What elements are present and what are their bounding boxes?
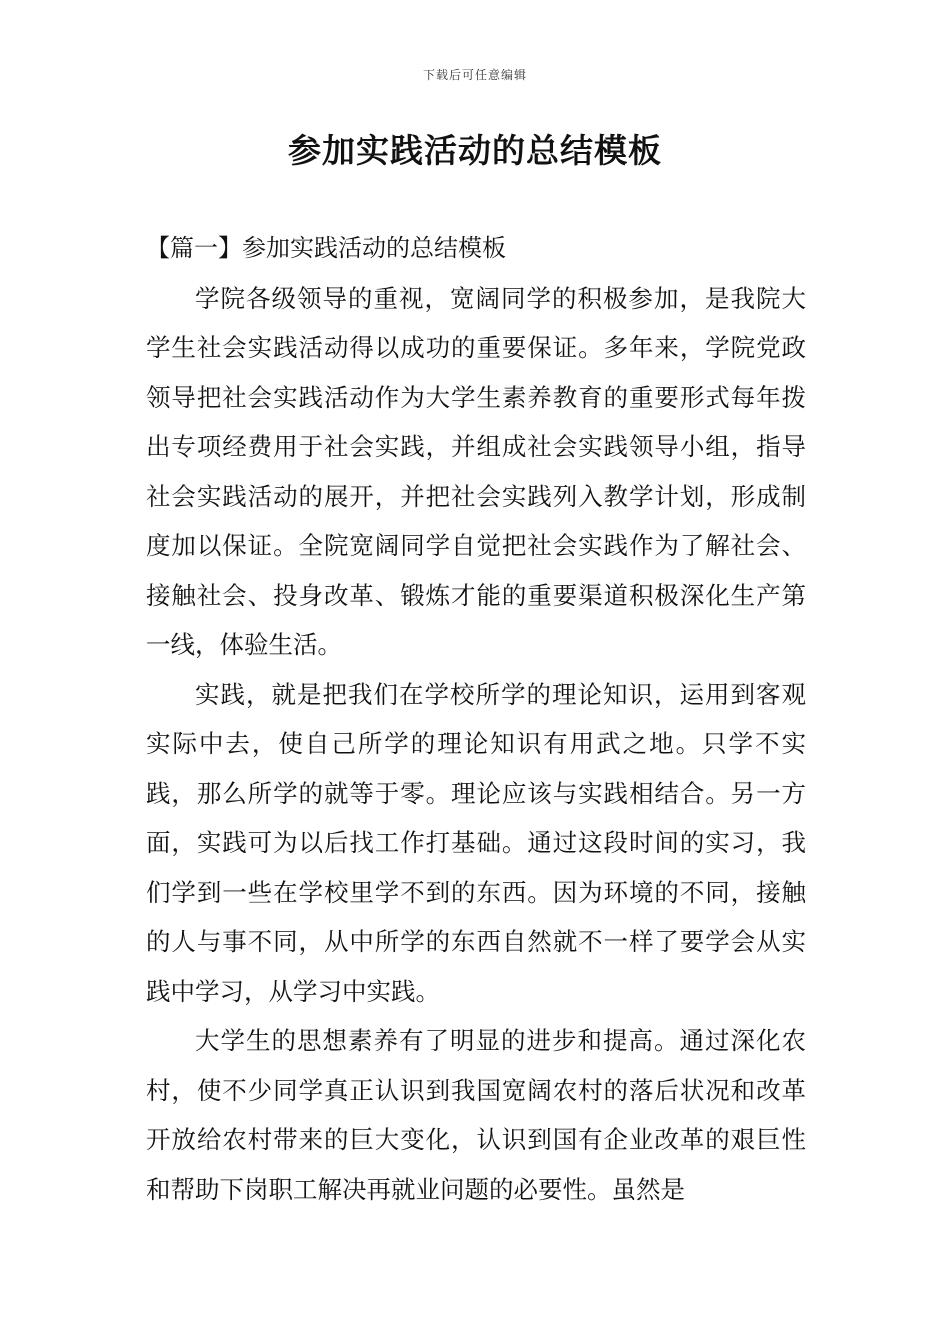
section-heading: 【篇一】参加实践活动的总结模板: [146, 234, 506, 262]
paragraph-3: 大学生的思想素养有了明显的进步和提高。通过深化农村，使不少同学真正认识到我国宽阔农村的落后状况和改革开放给农村带来的巨大变化，认识到国有企业改革的艰巨性和帮助下岗职工解决再就业问题的必要性。虽然是: [146, 1026, 806, 1204]
header-note: 下载后可任意编辑: [422, 68, 527, 82]
document-title: 参加实践活动的总结模板: [288, 131, 662, 170]
paragraph-1: 学院各级领导的重视，宽阔同学的积极参加，是我院大学生社会实践活动得以成功的重要保证。多年来，学院党政领导把社会实践活动作为大学生素养教育的重要形式每年拨出专项经费用于社会实践，并组成社会实践领导小组，指导社会实践活动的展开，并把社会实践列入教学计划，形成制度加以保证。全院宽阔同学自觉把社会实践作为了解社会、接触社会、投身改革、锻炼才能的重要渠道积极深化生产第一线，体验生活。: [146, 283, 806, 659]
document-body: [146, 224, 806, 1214]
paragraph-2: 实践，就是把我们在学校所学的理论知识，运用到客观实际中去，使自己所学的理论知识有用武之地。只学不实践，那么所学的就等于零。理论应该与实践相结合。另一方面，实践可为以后找工作打基础。通过这段时间的实习，我们学到一些在学校里学不到的东西。因为环境的不同，接触的人与事不同，从中所学的东西自然就不一样了要学会从实践中学习，从学习中实践。: [146, 679, 806, 1006]
